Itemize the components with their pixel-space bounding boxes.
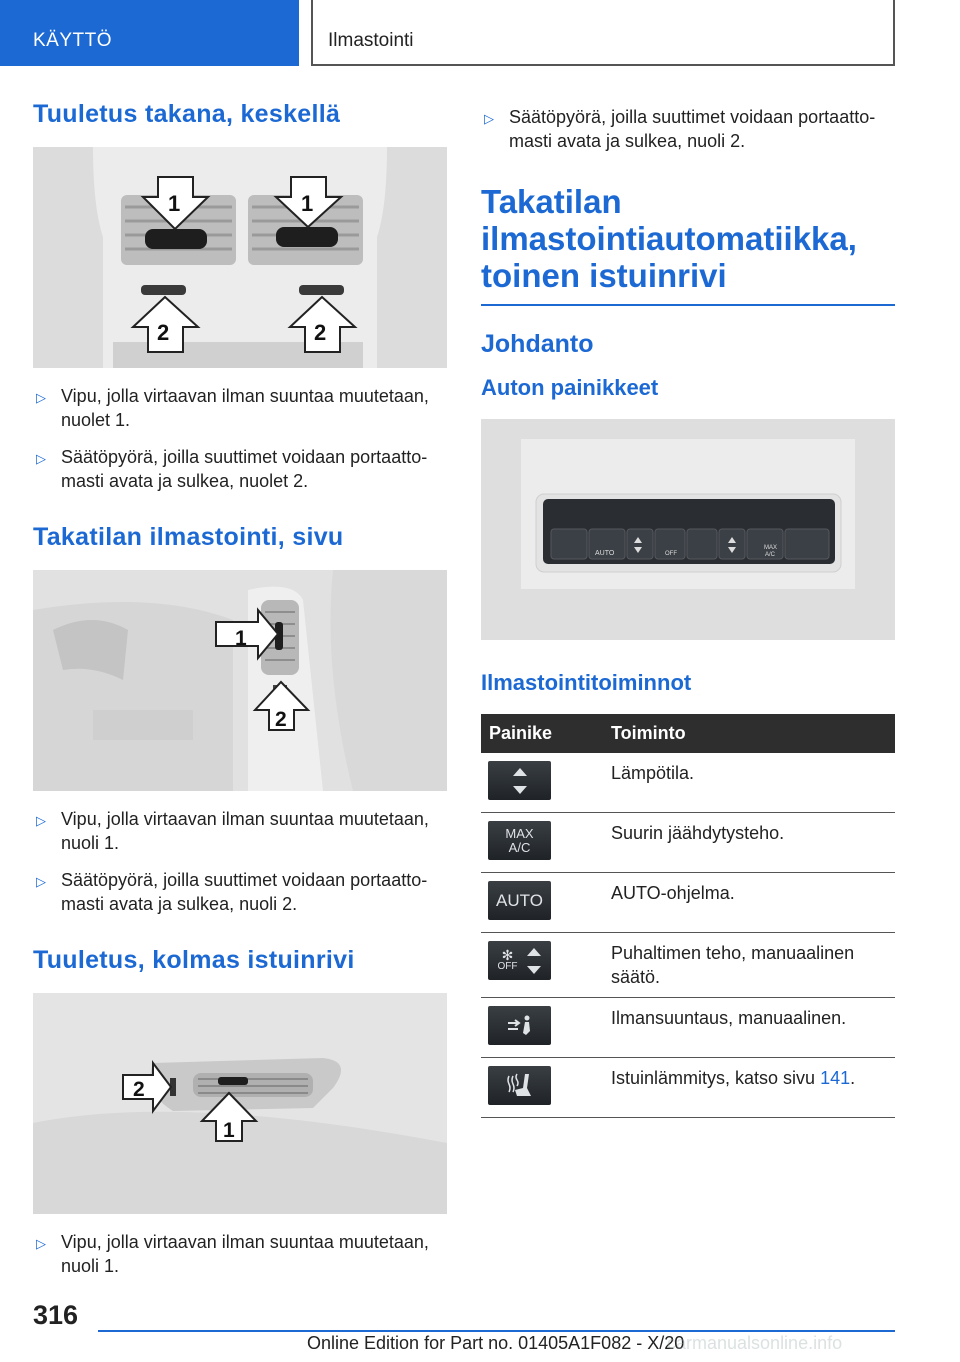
function-text: Puhaltimen teho, manuaalinen säätö. [611,943,855,987]
function-text: Ilmansuuntaus, manuaalinen. [611,1008,847,1028]
callout-2b: 2 [314,320,327,345]
table-row [481,1058,895,1118]
left-column [33,100,447,1291]
list-item: ▷ Vipu, jolla virtaavan ilman suuntaa muutetaan, nuoli 1. [36,809,429,853]
header-function: Toiminto [611,723,686,743]
function-text: Suurin jäähdytysteho. [611,823,785,843]
page-header [0,0,960,66]
right-column [481,100,895,1118]
max-ac-icon: MAX A/C [488,821,551,860]
third-row-vent-photo [33,993,447,1214]
function-text: AUTO-ohjelma. [611,883,735,903]
footer-edition: Online Edition for Part no. 01405A1F082 - X/20 carmanualsonline.info [307,1333,843,1353]
table-header [481,714,895,753]
buttons-title: Auton painikkeet [481,375,659,400]
list-item: ▷ Säätöpyörä, joilla suuttimet voidaan portaattomasti avata ja sulkea, nuoli 2. [36,870,428,914]
bullet-triangle-icon: ▷ [36,874,46,889]
section-title-rear-center-vent: Tuuletus takana, keskellä [33,100,341,128]
function-text: Lämpötila. [611,763,695,783]
list-item: ▷ Vipu, jolla virtaavan ilman suuntaa muutetaan, nuolet 1. [36,386,429,430]
list-item: ▷ Vipu, jolla virtaavan ilman suuntaa muutetaan, nuoli 1. [36,1232,429,1276]
table-row [481,753,895,813]
footer-rule [98,1330,895,1332]
section-title-rear-side-ac: Takatilan ilmastointi, sivu [33,523,344,551]
bullet-triangle-icon: ▷ [36,813,46,828]
section-title-third-row-vent: Tuuletus, kolmas istuinrivi [33,946,355,974]
bullet-triangle-icon: ▷ [36,390,46,405]
table-row [481,813,895,873]
table-row [481,873,895,933]
callout-2: 2 [275,708,287,731]
watermark: carmanualsonline.info [667,1333,843,1353]
table-row [481,933,895,998]
list-item: ▷ Säätöpyörä, joilla suuttimet voidaan portaattomasti avata ja sulkea, nuoli 2. [484,107,876,151]
list-item: ▷ Säätöpyörä, joilla suuttimet voidaan portaattomasti avata ja sulkea, nuolet 2. [36,447,428,491]
third-row-vent-list [33,1230,447,1278]
bullet-triangle-icon: ▷ [484,111,494,126]
rear-side-vent-list [33,807,447,916]
fan-off-icon: ✻ OFF [488,941,551,980]
table-row [481,998,895,1058]
intro-title: Johdanto [481,330,594,358]
rear-center-vent-list [33,384,447,493]
page-number: 316 [33,1300,79,1330]
chapter-tab: Ilmastointi [311,0,895,66]
callout-2: 2 [133,1078,145,1101]
callout-1: 1 [235,627,247,650]
panel-ac-label: A/C [765,552,776,558]
air-distribution-icon [488,1006,551,1045]
functions-title: Ilmastointitoiminnot [481,670,692,695]
functions-table [481,714,895,1118]
panel-off-label: OFF [665,551,677,557]
callout-2a: 2 [157,320,170,345]
rear-side-vent-photo [33,570,447,791]
temperature-arrows-icon [488,761,551,800]
chapter-heading: Takatilan ilmastointiautomatiikka, toinen istuinrivi [481,183,895,306]
function-text: Istuinlämmitys, katso sivu 141. [611,1068,856,1088]
callout-1: 1 [223,1119,235,1142]
bullet-triangle-icon: ▷ [36,1236,46,1251]
rear-center-vent-photo [33,147,447,368]
panel-auto-label: AUTO [595,550,615,557]
bullet-triangle-icon: ▷ [36,451,46,466]
callout-1b: 1 [301,191,314,216]
callout-1a: 1 [168,191,181,216]
rear-ac-panel-photo [481,419,895,640]
section-tab: KÄYTTÖ [0,0,299,66]
page-link[interactable]: 141 [820,1068,851,1088]
auto-icon: AUTO [488,881,551,920]
seat-heating-icon [488,1066,551,1105]
panel-max-label: MAX [764,545,778,551]
header-button: Painike [489,723,553,743]
continued-list [481,105,895,153]
